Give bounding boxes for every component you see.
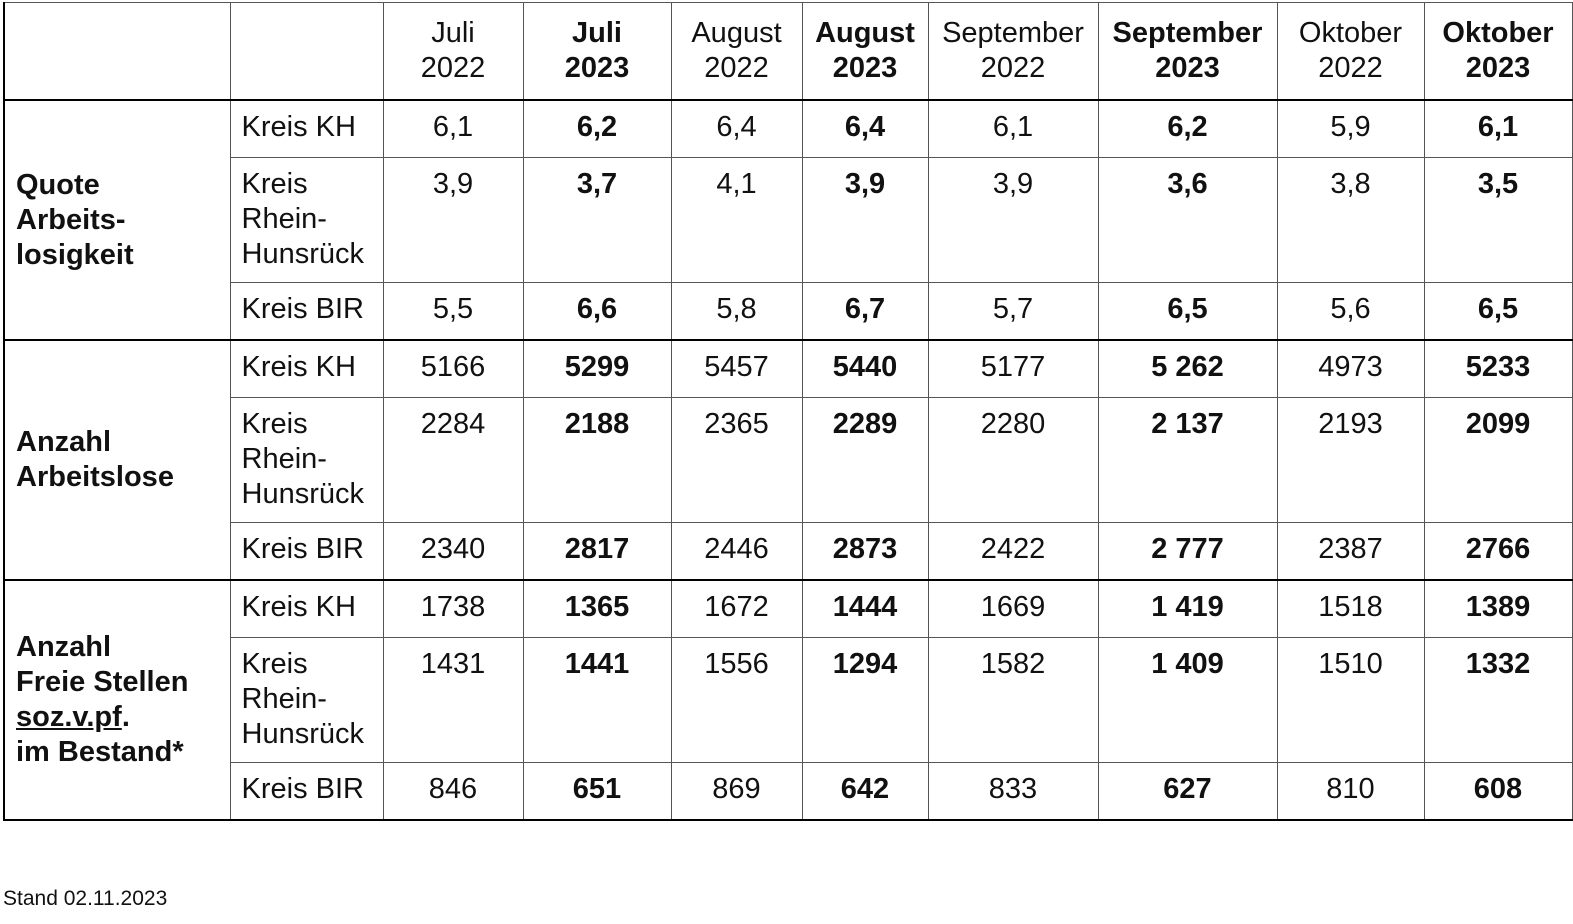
value-cell: 6,2 [1098,100,1277,158]
region-header-cell [230,3,383,101]
table-row [4,580,1572,638]
value-cell: 4,1 [671,158,802,283]
value-cell: 6,1 [383,100,523,158]
value-cell: 6,5 [1098,283,1277,341]
column-header: September 2023 [1098,3,1277,101]
value-cell: 1441 [523,638,671,763]
region-label: Kreis KH [230,100,383,158]
value-cell: 5,7 [928,283,1098,341]
value-cell: 6,1 [928,100,1098,158]
value-cell: 1294 [802,638,928,763]
stand-date: Stand 02.11.2023 [3,887,168,910]
value-cell: 2193 [1277,398,1424,523]
value-cell: 2289 [802,398,928,523]
value-cell: 6,6 [523,283,671,341]
region-label: Kreis BIR [230,523,383,581]
value-cell: 6,1 [1424,100,1572,158]
value-cell: 2 777 [1098,523,1277,581]
value-cell: 5166 [383,340,523,398]
value-cell: 651 [523,763,671,821]
table-row [4,100,1572,158]
value-cell: 6,5 [1424,283,1572,341]
value-cell: 3,7 [523,158,671,283]
table-row [4,398,1572,523]
value-cell: 1510 [1277,638,1424,763]
region-label: Kreis Rhein- Hunsrück [230,158,383,283]
header-row [4,3,1572,101]
value-cell: 6,2 [523,100,671,158]
column-header: Juli 2023 [523,3,671,101]
region-label: Kreis Rhein- Hunsrück [230,638,383,763]
value-cell: 1556 [671,638,802,763]
value-cell: 1365 [523,580,671,638]
value-cell: 5177 [928,340,1098,398]
statistics-table [3,2,1573,821]
value-cell: 1 419 [1098,580,1277,638]
value-cell: 2817 [523,523,671,581]
value-cell: 5,9 [1277,100,1424,158]
column-header: Oktober 2023 [1424,3,1572,101]
value-cell: 2280 [928,398,1098,523]
table-row [4,763,1572,821]
table-row [4,158,1572,283]
region-label: Kreis KH [230,340,383,398]
value-cell: 2340 [383,523,523,581]
value-cell: 5,5 [383,283,523,341]
value-cell: 1 409 [1098,638,1277,763]
value-cell: 846 [383,763,523,821]
table-row [4,283,1572,341]
value-cell: 5233 [1424,340,1572,398]
region-label: Kreis KH [230,580,383,638]
group-label: Anzahl Arbeitslose [4,340,230,580]
value-cell: 810 [1277,763,1424,821]
table-row [4,638,1572,763]
value-cell: 5,8 [671,283,802,341]
value-cell: 5457 [671,340,802,398]
group-label: Quote Arbeits- losigkeit [4,100,230,340]
value-cell: 3,9 [928,158,1098,283]
value-cell: 1444 [802,580,928,638]
value-cell: 5440 [802,340,928,398]
value-cell: 3,6 [1098,158,1277,283]
value-cell: 6,7 [802,283,928,341]
value-cell: 4973 [1277,340,1424,398]
value-cell: 2365 [671,398,802,523]
value-cell: 833 [928,763,1098,821]
region-label: Kreis Rhein- Hunsrück [230,398,383,523]
value-cell: 1518 [1277,580,1424,638]
value-cell: 3,5 [1424,158,1572,283]
value-cell: 608 [1424,763,1572,821]
value-cell: 3,9 [802,158,928,283]
column-header: September 2022 [928,3,1098,101]
value-cell: 6,4 [802,100,928,158]
value-cell: 1738 [383,580,523,638]
value-cell: 2387 [1277,523,1424,581]
region-label: Kreis BIR [230,763,383,821]
value-cell: 1389 [1424,580,1572,638]
column-header: Oktober 2022 [1277,3,1424,101]
value-cell: 1582 [928,638,1098,763]
column-header: August 2022 [671,3,802,101]
value-cell: 869 [671,763,802,821]
value-cell: 3,8 [1277,158,1424,283]
value-cell: 2188 [523,398,671,523]
value-cell: 2766 [1424,523,1572,581]
table-row [4,523,1572,581]
corner-cell [4,3,230,101]
value-cell: 5,6 [1277,283,1424,341]
value-cell: 5 262 [1098,340,1277,398]
value-cell: 2099 [1424,398,1572,523]
value-cell: 627 [1098,763,1277,821]
value-cell: 1431 [383,638,523,763]
value-cell: 2422 [928,523,1098,581]
group-label: Anzahl Freie Stellen soz.v.pf. im Bestand* [4,580,230,820]
value-cell: 2 137 [1098,398,1277,523]
value-cell: 1672 [671,580,802,638]
value-cell: 5299 [523,340,671,398]
value-cell: 3,9 [383,158,523,283]
value-cell: 1332 [1424,638,1572,763]
column-header: August 2023 [802,3,928,101]
value-cell: 2446 [671,523,802,581]
value-cell: 1669 [928,580,1098,638]
table-row [4,340,1572,398]
value-cell: 6,4 [671,100,802,158]
value-cell: 2284 [383,398,523,523]
column-header: Juli 2022 [383,3,523,101]
value-cell: 642 [802,763,928,821]
region-label: Kreis BIR [230,283,383,341]
value-cell: 2873 [802,523,928,581]
